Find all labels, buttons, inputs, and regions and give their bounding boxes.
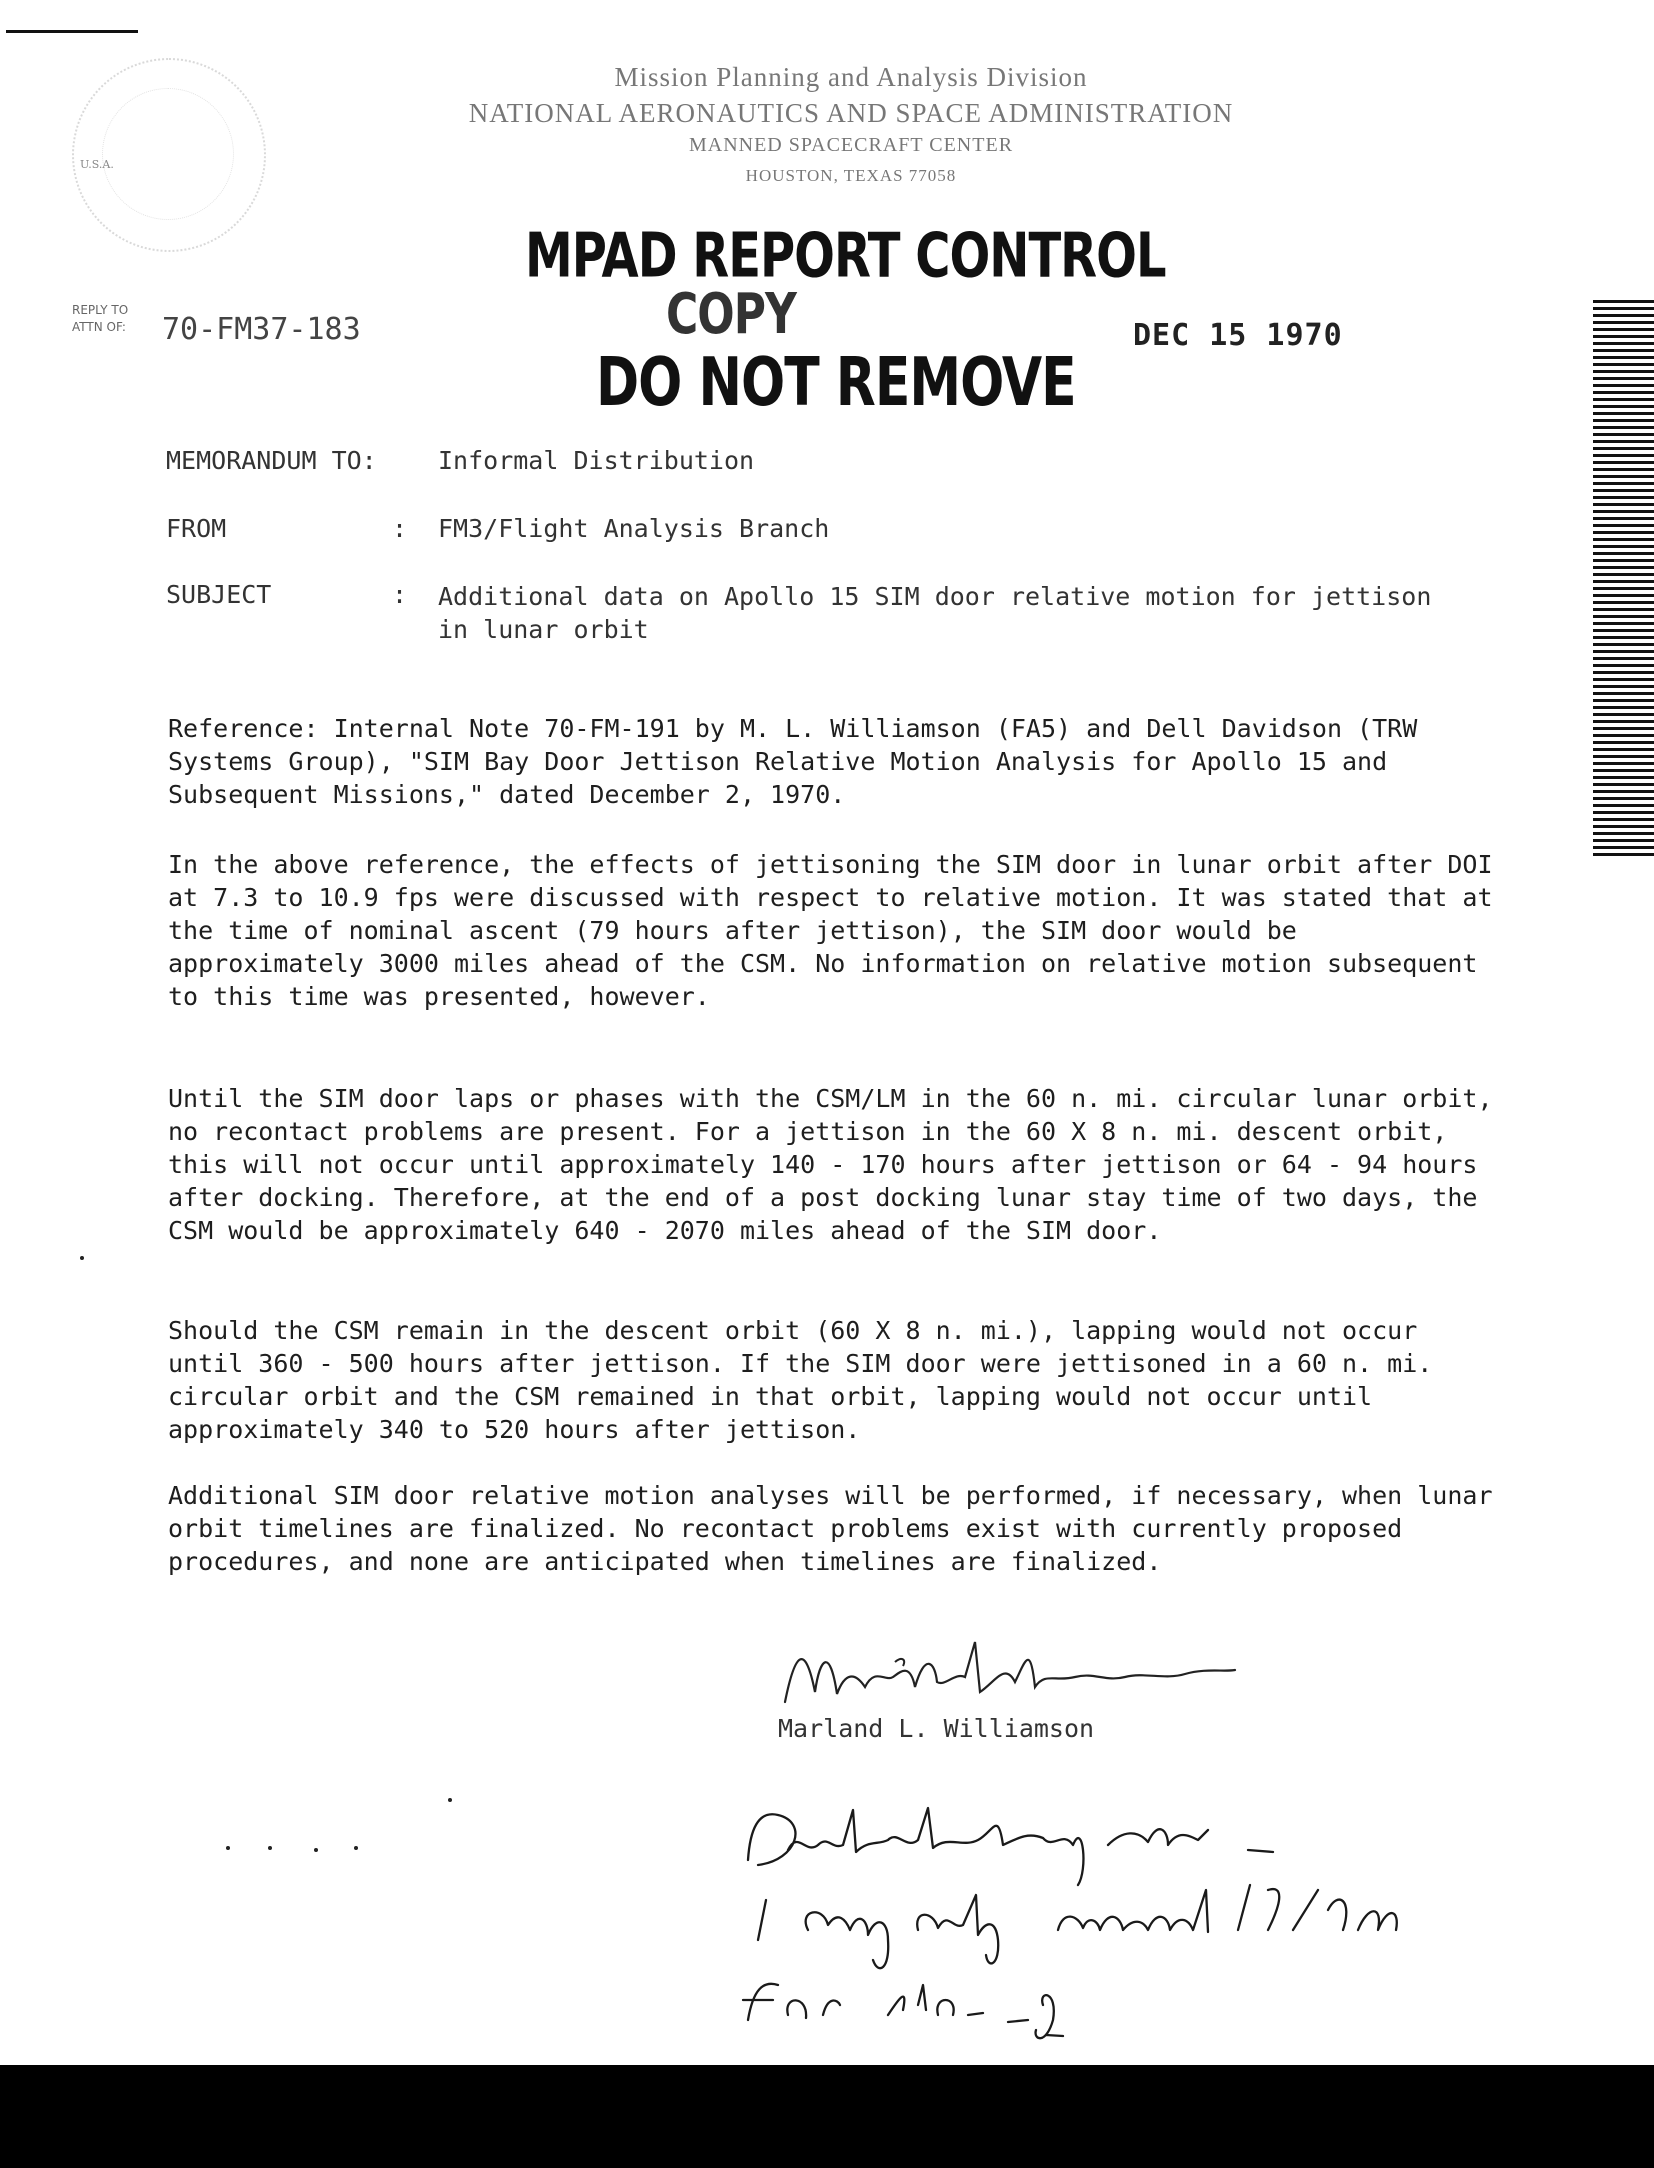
scan-bottom-border xyxy=(0,2065,1654,2168)
seal-text: U.S.A. xyxy=(80,158,114,171)
memo-subject-value: Additional data on Apollo 15 SIM door relative motion for jettison in lunar orbit xyxy=(438,582,1432,644)
date-stamp: DEC 15 1970 xyxy=(1133,318,1343,353)
reply-to-label-line2: ATTN OF: xyxy=(72,320,126,334)
letterhead-agency: NATIONAL AERONAUTICS AND SPACE ADMINISTRATION xyxy=(468,98,1234,128)
scan-speck xyxy=(354,1846,358,1850)
body-paragraph-2: Until the SIM door laps or phases with the CSM/LM in the 60 n. mi. circular lunar orbit, no recontact problems are present. For a jettison in the 60 X 8 n. mi. descent orbit, this will not occur until approximately 140 - 170 hours after jettison or 64 - 94 hours after docking. Therefore, at the end of a post docking lunar stay time of two days, the CSM would be approximately 640 - 2070 miles ahead of the SIM door. xyxy=(168,1084,1493,1245)
memo-to-label: MEMORANDUM TO: xyxy=(166,446,377,475)
scan-speck xyxy=(314,1848,318,1852)
signature xyxy=(775,1632,1245,1717)
signer-name: Marland L. Williamson xyxy=(778,1714,1095,1743)
stamp-report-control: MPAD REPORT CONTROL xyxy=(525,220,1166,292)
stamp-copy: COPY xyxy=(666,282,796,348)
handwritten-distribution-note xyxy=(728,1790,1548,2050)
reply-to-label xyxy=(72,302,128,336)
letterhead-center: MANNED SPACECRAFT CENTER xyxy=(688,134,1014,156)
memo-reference-number: 70-FM37-183 xyxy=(162,312,361,347)
scan-speck xyxy=(268,1846,272,1850)
body-paragraph-3: Should the CSM remain in the descent orbit (60 X 8 n. mi.), lapping would not occur until 360 - 500 hours after jettison. If the SIM door were jettisoned in a 60 n. mi. circular orbit and the CSM remained in that orbit, lapping would not occur until approximately 340 to 520 hours after jettison. xyxy=(168,1316,1433,1444)
body-reference-paragraph: Reference: Internal Note 70-FM-191 by M. L. Williamson (FA5) and Dell Davidson (TRW Systems Group), "SIM Bay Door Jettison Relative Motion Analysis for Apollo 15 and Subsequent Missions," dated December 2, 1970. xyxy=(168,714,1418,809)
body-paragraph-1: In the above reference, the effects of jettisoning the SIM door in lunar orbit after DOI at 7.3 to 10.9 fps were discussed with respect to relative motion. It was stated that at the time of nominal ascent (79 hours after jettison), the SIM door would be approximately 3000 miles ahead of the CSM. No information on relative motion subsequent to this time was presented, however. xyxy=(168,850,1493,1011)
letterhead xyxy=(0,62,1654,192)
scan-speck xyxy=(448,1798,452,1802)
stamp-do-not-remove: DO NOT REMOVE xyxy=(596,345,1076,422)
signature-text: Marland L. Williamson xyxy=(1010,1704,1126,1715)
scan-edge-artifact xyxy=(1593,300,1654,860)
handwritten-note-line2: 1 copy only received 12/17/70 xyxy=(1288,2041,1410,2050)
top-rule-mark xyxy=(6,30,138,33)
memo-from-colon: : xyxy=(392,514,408,543)
handwritten-note-line3: for files - JL xyxy=(1428,2041,1476,2050)
memo-to-value: Informal Distribution xyxy=(438,446,755,475)
handwritten-note-line1: Distributed by FM3 - xyxy=(1288,2033,1373,2042)
reply-to-label-line1: REPLY TO xyxy=(72,303,129,317)
letterhead-division: Mission Planning and Analysis Division xyxy=(614,62,1088,92)
memo-subject-label: SUBJECT xyxy=(166,580,272,609)
scan-speck xyxy=(226,1846,230,1850)
memo-from-label: FROM xyxy=(166,514,227,543)
memo-from-value: FM3/Flight Analysis Branch xyxy=(438,514,830,543)
body-paragraph-4: Additional SIM door relative motion analyses will be performed, if necessary, when lunar orbit timelines are finalized. No recontact problems exist with currently proposed procedures, and none are anticipated when timelines are finalized. xyxy=(168,1481,1493,1576)
scan-speck xyxy=(80,1256,84,1260)
letterhead-address: HOUSTON, TEXAS 77058 xyxy=(745,166,957,185)
memo-subject-colon: : xyxy=(392,580,408,609)
